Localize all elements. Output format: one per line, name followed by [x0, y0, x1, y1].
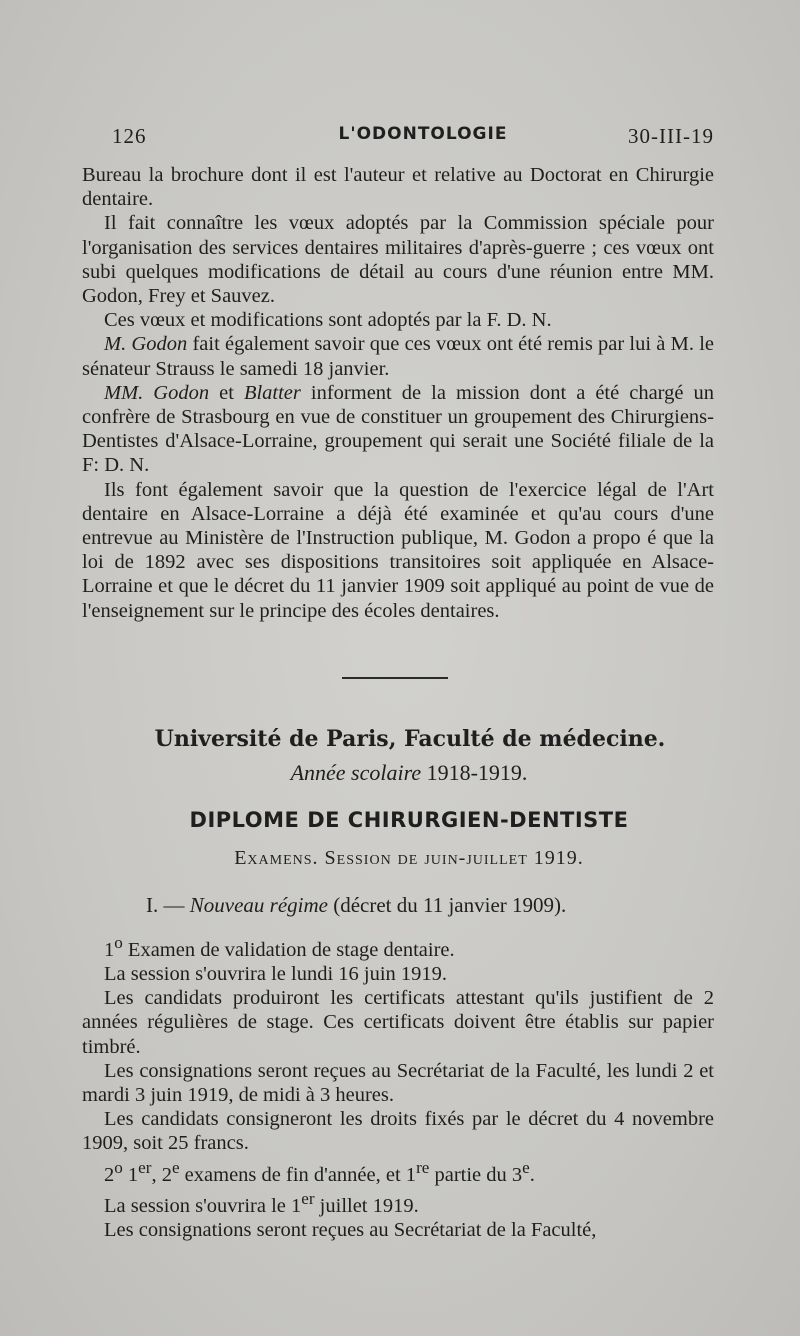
academic-year-label: Année scolaire [290, 760, 422, 785]
meeting-minutes-text [82, 163, 714, 623]
paragraph [82, 1187, 714, 1218]
paragraph-text: examens de fin d'année, et 1 [179, 1163, 417, 1186]
paragraph-text: juillet 1919. [314, 1194, 419, 1217]
regime-number: I. — [146, 893, 190, 917]
journal-title: L'ODONTOLOGIE [338, 124, 508, 144]
regime-label: Nouveau régime [189, 893, 328, 917]
paragraph-text: , 2 [151, 1163, 172, 1186]
paragraph-text: informent de la mission dont a été chargé un confrère de Strasbourg en vue de constituer un groupement des Chirurgiens-Dentistes d'Alsace-Lorraine, groupement qui serait une Société filiale de la F: D. N. [82, 381, 715, 477]
paragraph [82, 332, 714, 380]
item-number: 2 [104, 1163, 115, 1186]
page-number: 126 [112, 124, 147, 148]
person-name: MM. Godon [104, 381, 210, 404]
section-divider [342, 677, 448, 679]
superscript: e [171, 1157, 180, 1177]
paragraph-text: 1 [122, 1163, 139, 1186]
paragraph: La session s'ouvrira le lundi 16 juin 1919. [104, 963, 448, 986]
paragraph-text: fait également savoir que ces vœux ont été remis par lui à M. le sénateur Strauss le samedi 18 janvier. [82, 333, 714, 380]
paragraph: Les candidats consigneront les droits fixés par le décret du 4 novembre 1909, soit 25 francs. [82, 1108, 714, 1155]
regime-heading [146, 893, 566, 918]
paragraph-text: La session s'ouvrira le 1 [104, 1194, 302, 1217]
regime-decree: (décret du 11 janvier 1909). [327, 893, 567, 917]
faculty-heading: Université de Paris, Faculté de médecine. [154, 726, 666, 752]
paragraph [82, 381, 714, 478]
paragraph: Les consignations seront reçues au Secrétariat de la Faculté, [104, 1218, 597, 1241]
academic-year-value: 1918-1919. [421, 760, 528, 785]
paragraph-text: partie du 3 [429, 1163, 523, 1186]
superscript: e [522, 1157, 530, 1177]
superscript: er [138, 1157, 152, 1177]
paragraph: Bureau la brochure dont il est l'auteur et relative au Doctorat en Chirurgie dentaire. [82, 164, 714, 211]
superscript: o [114, 1157, 123, 1177]
paragraph [82, 931, 714, 962]
paragraph-text: Examen de validation de stage dentaire. [122, 938, 455, 961]
person-name: Blatter [243, 381, 301, 404]
academic-year [0, 760, 800, 786]
paragraph: Ils font également savoir que la question de l'exercice légal de l'Art dentaire en Alsace-Lorraine a déjà été examinée et qu'au cours d'une entrevue au Ministère de l'Instruction publique, M. Godon a propo é que la loi de 1892 avec ses dispositions transitoires soit appliquée en Alsace-Lorraine et que le décret du 11 janvier 1909 soit appliqué au point de vue de l'enseignement sur le principe des écoles dentaires. [82, 478, 714, 622]
person-name: M. Godon [104, 333, 188, 356]
paragraph: Ces vœux et modifications sont adoptés par la F. D. N. [104, 309, 552, 332]
conjunction: et [209, 381, 244, 404]
superscript: o [114, 933, 123, 952]
paragraph [82, 1156, 714, 1187]
running-header [112, 124, 714, 154]
paragraph: Les consignations seront reçues au Secrétariat de la Faculté, les lundi 2 et mardi 3 juin 1919, de midi à 3 heures. [82, 1059, 714, 1107]
issue-date: 30-III-19 [628, 124, 714, 148]
paragraph-text: . [529, 1163, 535, 1186]
paragraph: Les candidats produiront les certificats attestant qu'ils justifient de 2 années régulières de stage. Ces certificats doivent être établis sur papier timbré. [82, 987, 714, 1058]
paragraph: Il fait connaître les vœux adoptés par la Commission spéciale pour l'organisation des services dentaires militaires d'après-guerre ; ces vœux ont subi quelques modifications de détail au cours d'une réunion entre MM. Godon, Frey et Sauvez. [82, 212, 714, 308]
item-number: 1 [104, 938, 115, 961]
superscript: re [416, 1157, 430, 1177]
exam-rules-text [82, 931, 714, 1242]
exam-session-heading: Examens. Session de juin-juillet 1919. [234, 847, 584, 869]
superscript: er [301, 1188, 315, 1208]
diploma-heading: DIPLOME DE CHIRURGIEN-DENTISTE [189, 808, 629, 832]
